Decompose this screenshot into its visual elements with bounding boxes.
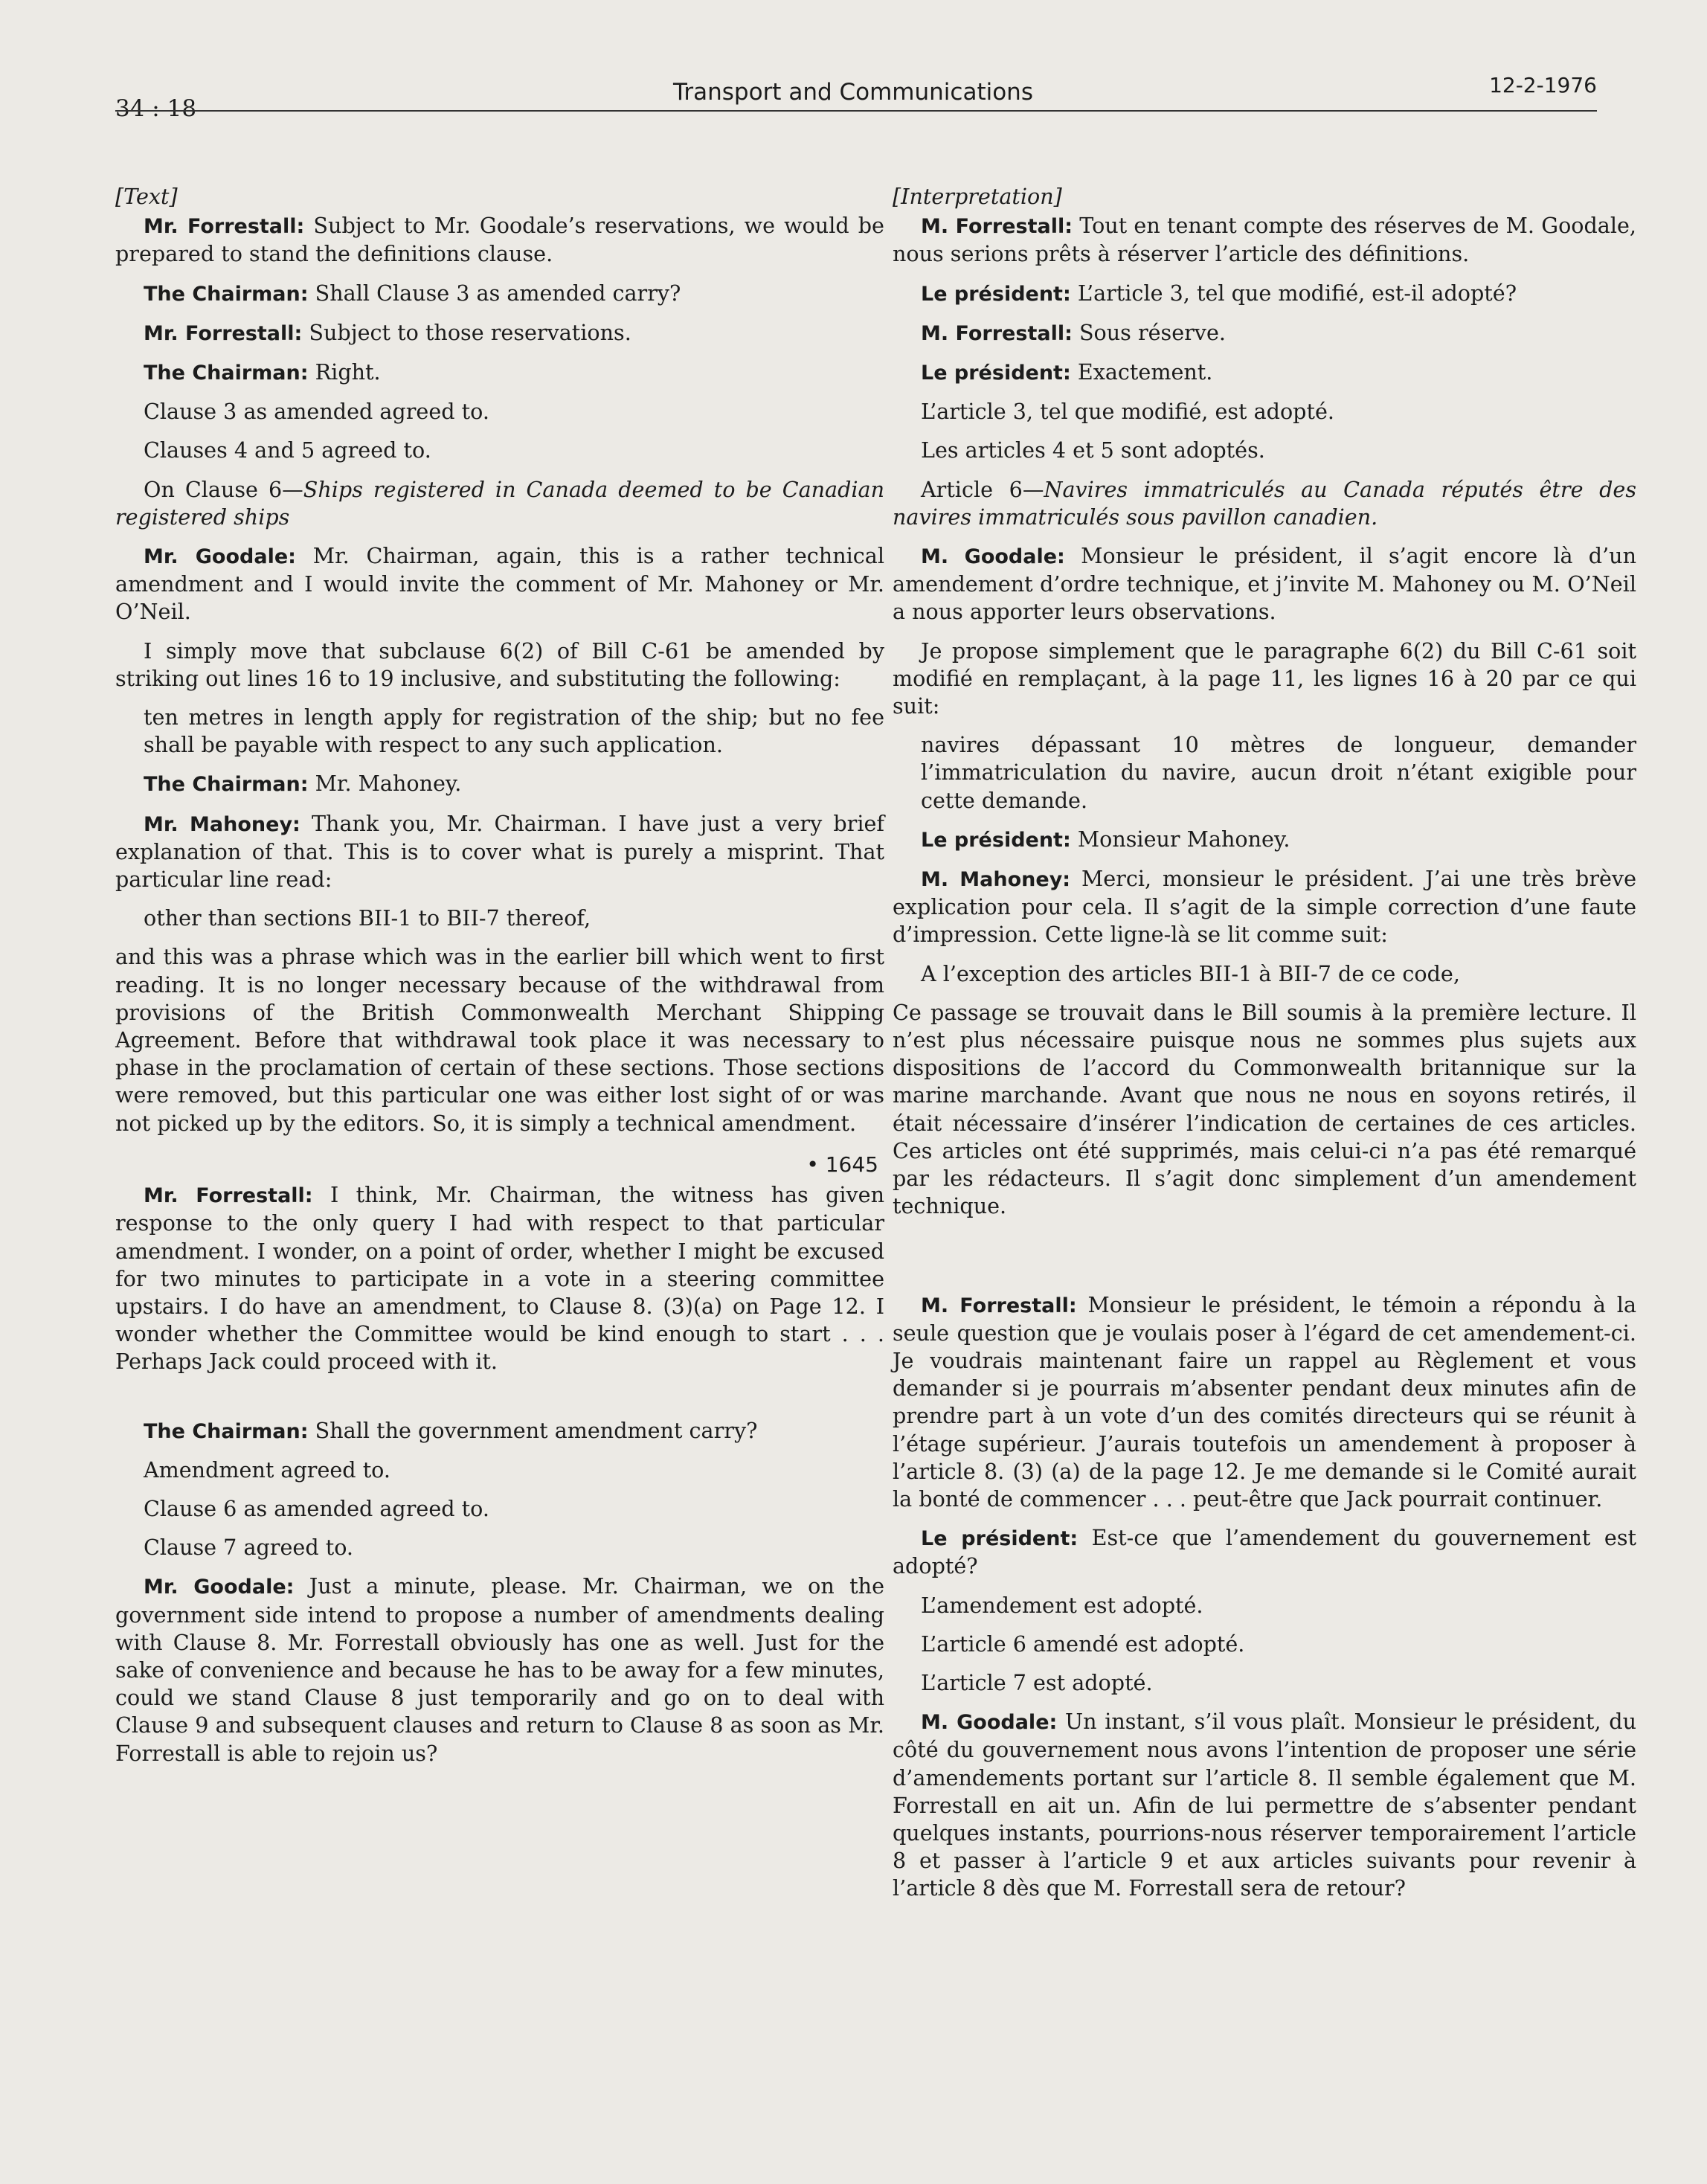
paragraph xyxy=(115,212,884,268)
speaker-name: Le président: xyxy=(921,362,1071,385)
motion-result: L’amendement est adopté. xyxy=(921,1592,1203,1618)
paragraph xyxy=(115,810,884,894)
paragraph xyxy=(115,1417,884,1445)
speaker-name: M. Mahoney: xyxy=(921,868,1071,892)
speaker-name: Le président: xyxy=(921,1527,1078,1551)
paragraph xyxy=(893,280,1636,308)
clause-heading xyxy=(115,476,884,531)
page-header xyxy=(115,73,1597,122)
speaker-name: The Chairman: xyxy=(144,362,309,385)
paragraph xyxy=(893,212,1636,268)
english-column xyxy=(115,183,884,1779)
header-date: 12-2-1976 xyxy=(1489,73,1597,97)
speech-text: Un instant, s’il vous plaît. Monsieur le président, du côté du gouvernement nous avons l’intention de proposer une série d’amendements portant sur l’article 8. Il semble également que M. Forrestall en ait un. Afin de lui permettre de s’absenter pendant quelques instants, pourrions-nous réserver temporairement l’article 8 et passer à l’article 9 et aux articles suivants pour revenir à l’article 8 dès que M. Forrestall sera de retour? xyxy=(893,1709,1636,1901)
speaker-name: Mr. Goodale: xyxy=(144,545,296,569)
spacer xyxy=(893,1232,1636,1262)
motion-result: Clause 3 as amended agreed to. xyxy=(144,399,489,425)
paragraph xyxy=(893,826,1636,854)
clause-heading-title: Ships registered in Canada deemed to be Canadian registered ships xyxy=(115,476,884,530)
motion-result: Clause 7 agreed to. xyxy=(144,1535,354,1561)
speaker-name: M. Goodale: xyxy=(921,545,1065,569)
speech-text: Mr. Mahoney. xyxy=(308,771,462,797)
paragraph xyxy=(115,319,884,347)
speaker-name: M. Forrestall: xyxy=(921,215,1073,239)
motion-result: L’article 3, tel que modifié, est adopté. xyxy=(921,399,1334,425)
speaker-name: Mr. Forrestall: xyxy=(144,1184,313,1208)
timestamp: • 1645 xyxy=(806,1152,878,1177)
speech-text: Monsieur le président, il s’agit encore là d’un amendement d’ordre technique, et j’invite M. Mahoney ou M. O’Neil a nous apporter leurs observations. xyxy=(893,543,1637,625)
speech-text: Subject to Mr. Goodale’s reservations, we would be prepared to stand the definitions clause. xyxy=(115,213,884,267)
speaker-name: Mr. Forrestall: xyxy=(144,321,303,345)
paragraph xyxy=(893,1524,1636,1580)
paragraph xyxy=(115,1181,884,1375)
motion-result: Clauses 4 and 5 agreed to. xyxy=(144,437,431,463)
paragraph xyxy=(115,770,884,798)
speaker-name: Mr. Forrestall: xyxy=(144,215,305,239)
clause-heading-prefix: On Clause 6— xyxy=(144,476,303,502)
motion-result: Amendment agreed to. xyxy=(144,1456,390,1483)
speech-text: Subject to those reservations. xyxy=(302,319,631,345)
quoted-amendment: ten metres in length apply for registration of the ship; but no fee shall be payable with respect to any such application. xyxy=(144,704,884,758)
speech-text: Shall Clause 3 as amended carry? xyxy=(308,280,681,306)
speech-text: Monsieur Mahoney. xyxy=(1070,826,1290,852)
speech-text: Merci, monsieur le président. J’ai une très brève explication pour cela. Il s’agit de la simple correction d’une faute d’impression. Cette ligne-là se lit comme suit: xyxy=(893,866,1636,948)
page-number: 34 : 18 xyxy=(115,95,197,122)
speaker-name: Mr. Goodale: xyxy=(144,1576,295,1599)
speech-text: Monsieur le président, le témoin a répondu à la seule question que je voulais poser à l’égard de cet amendement-ci. Je voudrais maintenant faire un rappel au Règlement et vous demander si je pourrais m’absenter pendant deux minutes afin de prendre part à un vote d’un des comités directeurs qui se réunit à l’étage supérieur. J’aurais toutefois un amendement à proposer à l’article 8. (3) (a) de la page 12. Je me demande si le Comité aurait la bonté de commencer . . . peut-être que Jack pourrait continuer. xyxy=(893,1291,1636,1512)
speaker-name: Le président: xyxy=(921,282,1071,306)
section-tag: [Interpretation] xyxy=(893,184,1062,209)
speaker-name: M. Goodale: xyxy=(921,1711,1058,1735)
spacer xyxy=(115,1387,884,1417)
speech-text: Est-ce que l’amendement du gouvernement est adopté? xyxy=(893,1525,1636,1579)
speech-text: L’article 3, tel que modifié, est-il adopté? xyxy=(1070,280,1517,306)
paragraph: Je propose simplement que le paragraphe 6(2) du Bill C-61 soit modifié en remplaçant, à la page 11, les lignes 16 à 20 par ce qui suit: xyxy=(893,637,1636,719)
paragraph: I simply move that subclause 6(2) of Bill C-61 be amended by striking out lines 16 to 19 inclusive, and substituting the following: xyxy=(115,637,884,691)
paragraph: and this was a phrase which was in the earlier bill which went to first reading. It is no longer necessary because of the withdrawal from provisions of the British Commonwealth Merchant Shipping Agreement. Before that withdrawal took place it was necessary to phase in the proclamation of certain of these sections. Those sections were removed, but this particular one was either lost sight of or was not picked up by the editors. So, it is simply a technical amendment. xyxy=(115,944,884,1136)
speech-text: Sous réserve. xyxy=(1072,319,1226,345)
paragraph xyxy=(893,542,1636,626)
clause-heading xyxy=(893,476,1636,531)
motion-result: L’article 7 est adopté. xyxy=(921,1669,1153,1695)
speech-text: Exactement. xyxy=(1070,359,1213,385)
spacer xyxy=(893,1262,1636,1291)
paragraph xyxy=(893,319,1636,347)
speaker-name: M. Forrestall: xyxy=(921,1294,1077,1317)
clause-heading-prefix: Article 6— xyxy=(921,476,1044,502)
paragraph xyxy=(115,1573,884,1767)
paragraph xyxy=(115,542,884,626)
speech-text: Right. xyxy=(308,359,381,385)
motion-result: L’article 6 amendé est adopté. xyxy=(921,1631,1245,1657)
running-title: Transport and Communications xyxy=(673,79,1033,106)
paragraph xyxy=(115,280,884,308)
speech-text: Tout en tenant compte des réserves de M. Goodale, nous serions prêts à réserver l’article des définitions. xyxy=(893,213,1637,267)
french-column xyxy=(893,183,1636,1914)
speaker-name: M. Forrestall: xyxy=(921,321,1073,345)
header-rule xyxy=(115,110,1597,112)
speaker-name: Le président: xyxy=(921,828,1071,852)
paragraph xyxy=(115,359,884,387)
quoted-line: A l’exception des articles BII-1 à BII-7 de ce code, xyxy=(921,960,1460,986)
motion-result: Les articles 4 et 5 sont adoptés. xyxy=(921,437,1265,463)
paragraph xyxy=(893,359,1636,387)
motion-result: Clause 6 as amended agreed to. xyxy=(144,1495,489,1521)
paragraph xyxy=(893,865,1636,949)
speech-text: Just a minute, please. Mr. Chairman, we on the government side intend to propose a number of amendments dealing with Clause 8. Mr. Forrestall obviously has one as well. Just for the sake of convenience and because he has to be away for a few minutes, could we stand Clause 8 just temporarily and go on to deal with Clause 9 and subsequent clauses and return to Clause 8 as soon as Mr. Forrestall is able to rejoin us? xyxy=(115,1573,884,1766)
speaker-name: Mr. Mahoney: xyxy=(144,812,300,836)
speech-text: Mr. Chairman, again, this is a rather technical amendment and I would invite the comment of Mr. Mahoney or Mr. O’Neil. xyxy=(115,543,884,625)
paragraph: Ce passage se trouvait dans le Bill soumis à la première lecture. Il n’est plus nécessaire puisque nous ne sommes plus sujets aux dispositions de l’accord du Commonwealth britannique sur la marine marchande. Avant que nous ne nous en soyons retirés, il était nécessaire d’insérer l’indication de certaines de ces articles. Ces articles ont été supprimés, mais celui-ci n’a pas été remarqué par les rédacteurs. Il s’agit donc simplement d’un amendement technique. xyxy=(893,999,1636,1219)
section-tag: [Text] xyxy=(115,184,178,209)
speech-text: Thank you, Mr. Chairman. I have just a very brief explanation of that. This is to cover what is purely a misprint. That particular line read: xyxy=(115,810,885,893)
speaker-name: The Chairman: xyxy=(144,282,309,306)
quoted-amendment: navires dépassant 10 mètres de longueur, demander l’immatriculation du navire, aucun droit n’étant exigible pour cette demande. xyxy=(921,732,1636,813)
clause-heading-title: Navires immatriculés au Canada réputés être des navires immatriculés sous pavillon canadien. xyxy=(893,476,1636,530)
speaker-name: The Chairman: xyxy=(144,773,309,797)
speech-text: Shall the government amendment carry? xyxy=(308,1417,758,1443)
quoted-line: other than sections BII-1 to BII-7 thereof, xyxy=(144,905,591,931)
speaker-name: The Chairman: xyxy=(144,1419,309,1443)
paragraph xyxy=(893,1708,1636,1902)
speech-text: I think, Mr. Chairman, the witness has given response to the only query I had with respect to that particular amendment. I wonder, on a point of order, whether I might be excused for two minutes to participate in a vote in a steering committee upstairs. I do have an amendment, to Clause 8. (3)(a) on Page 12. I wonder whether the Committee would be kind enough to start . . . Perhaps Jack could proceed with it. xyxy=(115,1182,884,1375)
paragraph xyxy=(893,1291,1636,1514)
